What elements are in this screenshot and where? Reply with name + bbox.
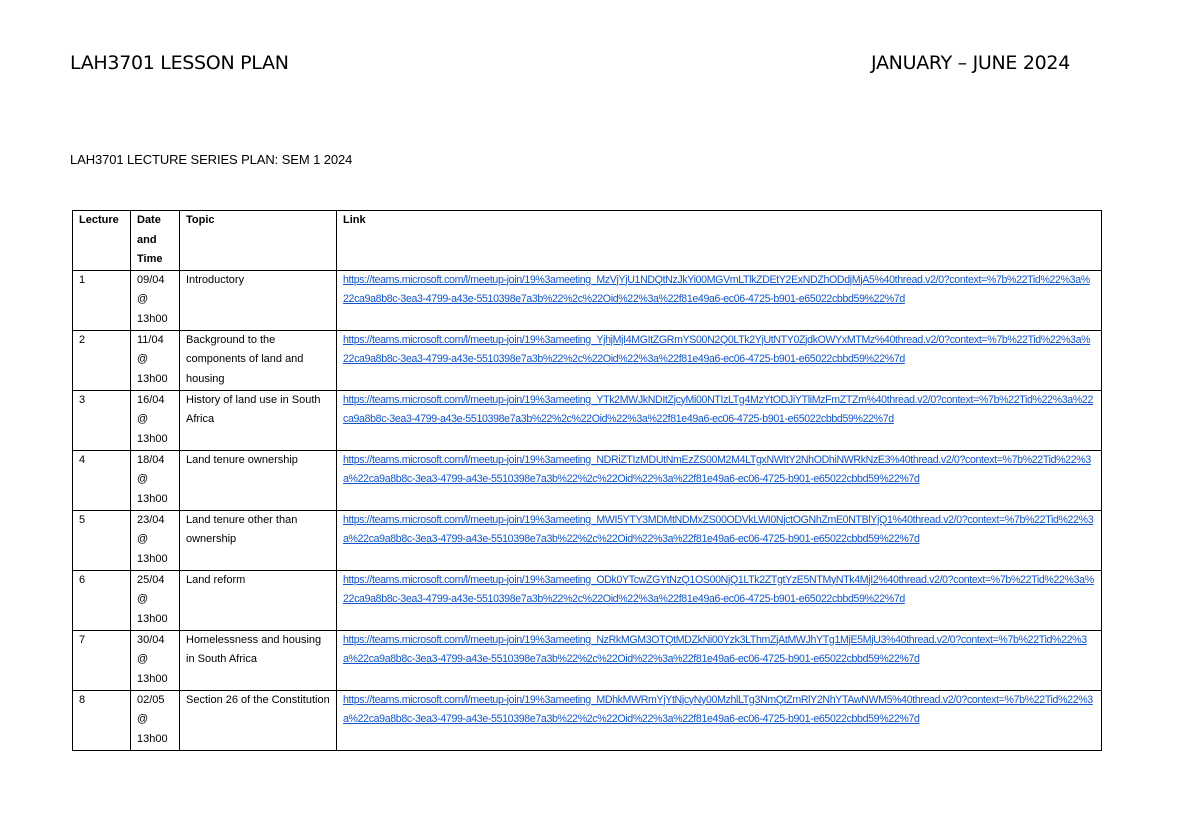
lecture-number: 3: [73, 390, 131, 450]
lecture-link-cell: [337, 510, 1102, 570]
lecture-at: @: [137, 473, 149, 485]
lecture-link-cell: [337, 330, 1102, 390]
lecture-link-cell: [337, 450, 1102, 510]
lecture-time: 13h00: [137, 732, 168, 745]
teams-meeting-link[interactable]: https://teams.microsoft.com/l/meetup-join/19%3ameeting_YjhjMjI4MGItZGRmYS00N2Q0LTk2YjUtNTY0ZjdkOWYxMTMz%40thread.v2/0?context=%7b%22Tid%22%3a%22ca9a8b8c-3ea3-4799-a43e-5510398e7a3b%22%2c%22Oid%22%3a%22f81e49a6-ec06-4725-b901-e65022cbbd59%22%7d: [343, 333, 1091, 365]
teams-meeting-link[interactable]: https://teams.microsoft.com/l/meetup-join/19%3ameeting_NzRkMGM3OTQtMDZkNi00Yzk3LThmZjAtMWJhYTg1MjE5MjU3%40thread.v2/0?context=%7b%22Tid%22%3a%22ca9a8b8c-3ea3-4799-a43e-5510398e7a3b%22%2c%22Oid%22%3a%22f81e49a6-ec06-4725-b901-e65022cbbd59%22%7d: [343, 633, 1087, 665]
lecture-link-cell: [337, 690, 1102, 750]
lecture-series-subtitle: LAH3701 LECTURE SERIES PLAN: SEM 1 2024: [70, 152, 353, 167]
table-row: [73, 510, 1102, 570]
lecture-at: @: [137, 713, 149, 725]
lecture-number: 2: [73, 330, 131, 390]
lecture-link-cell: [337, 570, 1102, 630]
lecture-date: 02/05: [137, 693, 165, 706]
lecture-date-time: [131, 690, 180, 750]
lecture-time: 13h00: [137, 432, 168, 445]
lecture-link-cell: [337, 390, 1102, 450]
lecture-schedule-table: [72, 210, 1102, 751]
lecture-date: 16/04: [137, 393, 165, 406]
lecture-date-time: [131, 330, 180, 390]
table-row: [73, 390, 1102, 450]
lecture-date-time: [131, 450, 180, 510]
lecture-date-time: [131, 510, 180, 570]
lecture-time: 13h00: [137, 612, 168, 625]
lecture-date: 30/04: [137, 633, 165, 646]
lecture-time: 13h00: [137, 372, 168, 385]
lecture-topic: Section 26 of the Constitution: [180, 690, 337, 750]
date-header-line: Time: [137, 253, 163, 265]
document-title: LAH3701 LESSON PLAN: [70, 52, 289, 74]
teams-meeting-link[interactable]: https://teams.microsoft.com/l/meetup-join/19%3ameeting_ODk0YTcwZGYtNzQ1OS00NjQ1LTk2ZTgtYzE5NTMyNTk4MjI2%40thread.v2/0?context=%7b%22Tid%22%3a%22ca9a8b8c-3ea3-4799-a43e-5510398e7a3b%22%2c%22Oid%22%3a%22f81e49a6-ec06-4725-b901-e65022cbbd59%22%7d: [343, 573, 1094, 605]
lecture-at: @: [137, 533, 149, 545]
table-header-row: [73, 211, 1102, 271]
lecture-time: 13h00: [137, 672, 168, 685]
lecture-topic: Homelessness and housing in South Africa: [180, 630, 337, 690]
column-header-date-time: [131, 211, 180, 271]
lecture-link-cell: [337, 630, 1102, 690]
lecture-at: @: [137, 593, 149, 605]
lecture-date: 18/04: [137, 453, 165, 466]
table-row: [73, 450, 1102, 510]
column-header-lecture: Lecture: [73, 211, 131, 271]
table-row: [73, 690, 1102, 750]
lecture-number: 1: [73, 270, 131, 330]
lecture-at: @: [137, 293, 149, 305]
lecture-at: @: [137, 413, 149, 425]
teams-meeting-link[interactable]: https://teams.microsoft.com/l/meetup-join/19%3ameeting_MzVjYjU1NDQtNzJkYi00MGVmLTlkZDEtY2ExNDZhODdjMjA5%40thread.v2/0?context=%7b%22Tid%22%3a%22ca9a8b8c-3ea3-4799-a43e-5510398e7a3b%22%2c%22Oid%22%3a%22f81e49a6-ec06-4725-b901-e65022cbbd59%22%7d: [343, 273, 1090, 305]
lecture-date-time: [131, 390, 180, 450]
date-header-line: and: [137, 233, 157, 246]
lecture-date: 25/04: [137, 573, 165, 586]
document-period: JANUARY – JUNE 2024: [871, 52, 1070, 74]
lecture-time: 13h00: [137, 492, 168, 505]
lecture-topic: History of land use in South Africa: [180, 390, 337, 450]
lecture-date: 11/04: [137, 333, 164, 346]
lecture-topic: Background to the components of land and housing: [180, 330, 337, 390]
lecture-topic: Land tenure ownership: [180, 450, 337, 510]
lecture-topic: Land tenure other than ownership: [180, 510, 337, 570]
lecture-number: 8: [73, 690, 131, 750]
column-header-topic: Topic: [180, 211, 337, 271]
column-header-link: Link: [337, 211, 1102, 271]
lecture-date-time: [131, 570, 180, 630]
lecture-date-time: [131, 270, 180, 330]
teams-meeting-link[interactable]: https://teams.microsoft.com/l/meetup-join/19%3ameeting_MWI5YTY3MDMtNDMxZS00ODVkLWI0NjctOGNhZmE0NTBlYjQ1%40thread.v2/0?context=%7b%22Tid%22%3a%22ca9a8b8c-3ea3-4799-a43e-5510398e7a3b%22%2c%22Oid%22%3a%22f81e49a6-ec06-4725-b901-e65022cbbd59%22%7d: [343, 513, 1094, 545]
lecture-date: 09/04: [137, 273, 165, 286]
lecture-topic: Introductory: [180, 270, 337, 330]
table-row: [73, 630, 1102, 690]
lecture-time: 13h00: [137, 312, 168, 325]
lecture-number: 4: [73, 450, 131, 510]
lecture-date-time: [131, 630, 180, 690]
lecture-date: 23/04: [137, 513, 165, 526]
teams-meeting-link[interactable]: https://teams.microsoft.com/l/meetup-join/19%3ameeting_NDRiZTIzMDUtNmEzZS00M2M4LTgxNWItY2NhODhiNWRkNzE3%40thread.v2/0?context=%7b%22Tid%22%3a%22ca9a8b8c-3ea3-4799-a43e-5510398e7a3b%22%2c%22Oid%22%3a%22f81e49a6-ec06-4725-b901-e65022cbbd59%22%7d: [343, 453, 1091, 485]
teams-meeting-link[interactable]: https://teams.microsoft.com/l/meetup-join/19%3ameeting_YTk2MWJkNDItZjcyMi00NTIzLTg4MzYtODJiYTliMzFmZTZm%40thread.v2/0?context=%7b%22Tid%22%3a%22ca9a8b8c-3ea3-4799-a43e-5510398e7a3b%22%2c%22Oid%22%3a%22f81e49a6-ec06-4725-b901-e65022cbbd59%22%7d: [343, 393, 1094, 425]
lecture-number: 7: [73, 630, 131, 690]
lecture-number: 5: [73, 510, 131, 570]
lecture-link-cell: [337, 270, 1102, 330]
lecture-at: @: [137, 353, 149, 365]
lecture-topic: Land reform: [180, 570, 337, 630]
teams-meeting-link[interactable]: https://teams.microsoft.com/l/meetup-join/19%3ameeting_MDhkMWRmYjYtNjcyNy00MzhlLTg3NmQtZmRlY2NhYTAwNWM5%40thread.v2/0?context=%7b%22Tid%22%3a%22ca9a8b8c-3ea3-4799-a43e-5510398e7a3b%22%2c%22Oid%22%3a%22f81e49a6-ec06-4725-b901-e65022cbbd59%22%7d: [343, 693, 1093, 725]
lecture-number: 6: [73, 570, 131, 630]
date-header-line: Date: [137, 214, 161, 226]
table-row: [73, 330, 1102, 390]
lecture-at: @: [137, 653, 149, 665]
table-row: [73, 270, 1102, 330]
lecture-time: 13h00: [137, 552, 168, 565]
table-row: [73, 570, 1102, 630]
